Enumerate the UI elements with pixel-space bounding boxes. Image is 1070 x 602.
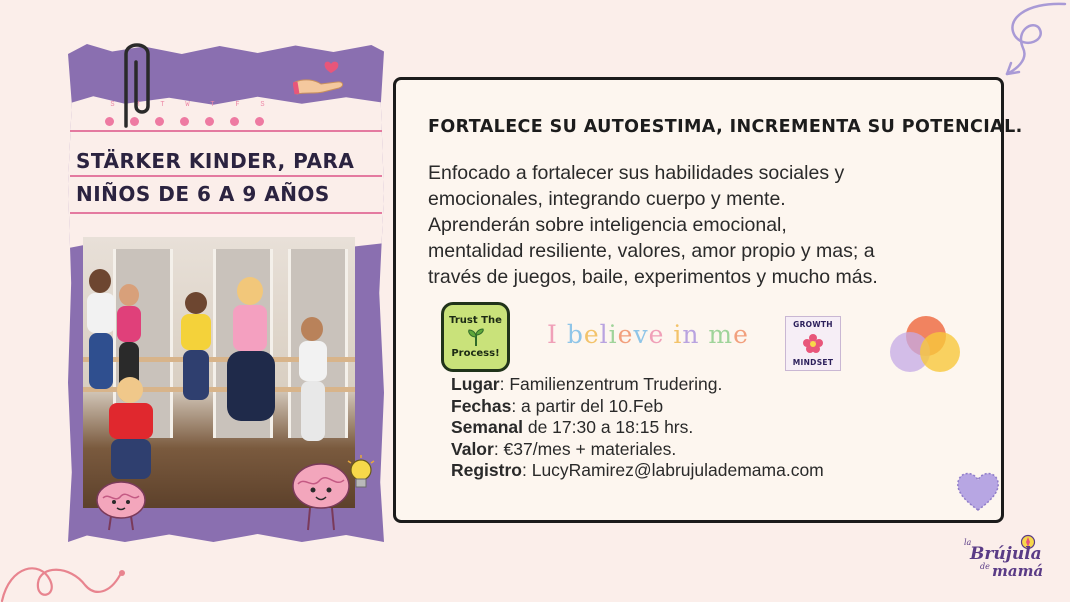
binder-hole: [180, 117, 189, 126]
logo-text: mamá: [992, 562, 1044, 580]
believe-letter: [558, 320, 567, 349]
i-believe-in-me-sticker: [547, 320, 749, 349]
child-figure: [175, 292, 215, 412]
detail-row: [451, 396, 824, 418]
swirl-arrow-decoration: [985, 0, 1070, 80]
weekday-letter: S: [110, 101, 115, 109]
believe-letter: b: [566, 320, 584, 349]
trust-the-process-sticker: [441, 302, 510, 372]
venn-circles-icon: [890, 316, 960, 376]
detail-row: [451, 439, 824, 461]
believe-letter: [664, 320, 673, 349]
detail-value: : a partir del 10.Feb: [511, 395, 664, 416]
believe-letter: v: [633, 320, 649, 349]
headline: FORTALECE SU AUTOESTIMA, INCREMENTA SU POTENCIAL.: [428, 117, 1023, 137]
believe-letter: e: [648, 320, 665, 349]
believe-letter: l: [599, 320, 609, 349]
program-title: [76, 145, 376, 211]
growth-mindset-sticker: [785, 316, 841, 371]
logo-text: de: [980, 562, 990, 571]
brain-mascot-icon: [290, 460, 352, 532]
detail-value: de 17:30 a 18:15 hrs.: [522, 417, 694, 437]
weekday-letter: T: [160, 101, 165, 109]
sticker-text: Process!: [451, 348, 500, 359]
believe-letter: e: [617, 320, 634, 349]
detail-row: [451, 417, 824, 439]
believe-letter: n: [682, 320, 700, 349]
sticker-text: GROWTH: [793, 320, 833, 329]
weekday-letter: M: [135, 101, 140, 109]
believe-letter: m: [708, 320, 734, 349]
believe-letter: e: [733, 320, 749, 349]
believe-letter: e: [583, 320, 600, 349]
flower-icon: [802, 333, 824, 355]
detail-value: : Familienzentrum Trudering.: [499, 374, 723, 394]
binder-hole: [205, 117, 214, 126]
swirl-decoration: [0, 535, 130, 602]
lightbulb-icon: [346, 455, 376, 495]
program-title-line: STÄRKER KINDER, PARA: [76, 149, 355, 173]
believe-letter: i: [608, 320, 618, 349]
detail-label: Registro: [451, 460, 522, 480]
heart-icon: [955, 470, 1001, 512]
detail-label: Valor: [451, 438, 494, 459]
detail-row: [451, 460, 824, 482]
logo-text: la: [964, 538, 972, 547]
weekday-letter: S: [260, 101, 265, 109]
detail-row: [451, 374, 824, 396]
weekday-letter: F: [235, 101, 240, 109]
sticker-text: MINDSET: [792, 358, 834, 367]
child-figure: [223, 277, 283, 447]
weekday-letter: W: [185, 101, 190, 109]
description-line: emocionales, integrando cuerpo y mente.: [428, 188, 786, 210]
child-figure: [293, 317, 333, 457]
paperclip-icon: [112, 36, 158, 132]
description-line: mentalidad resiliente, valores, amor propio y mas; a: [428, 240, 875, 262]
sprout-icon: [465, 326, 487, 348]
hand-heart-icon: [293, 58, 353, 100]
detail-label: Fechas: [451, 395, 512, 416]
detail-label: Lugar: [451, 374, 500, 394]
description-line: Enfocado a fortalecer sus habilidades sociales y: [428, 162, 845, 184]
description: [428, 160, 988, 290]
detail-value: : LucyRamirez@labrujulademama.com: [521, 460, 824, 480]
program-title-line: NIÑOS DE 6 A 9 AÑOS: [76, 182, 330, 206]
logo-text: Brújula: [970, 544, 1042, 564]
believe-letter: I: [547, 320, 558, 349]
sticker-text: Trust The: [449, 315, 502, 326]
detail-label: Semanal: [451, 417, 523, 437]
detail-value: : €37/mes + materiales.: [493, 438, 677, 459]
event-details: [451, 374, 824, 482]
brujula-de-mama-logo: [960, 530, 1044, 586]
believe-letter: i: [673, 320, 683, 349]
brain-mascot-icon: [93, 478, 149, 532]
weekday-letter: T: [210, 101, 215, 109]
description-line: través de juegos, baile, experimentos y mucho más.: [428, 266, 878, 288]
binder-hole: [230, 117, 239, 126]
binder-hole: [255, 117, 264, 126]
ruled-line: [70, 212, 382, 214]
description-line: Aprenderán sobre inteligencia emocional,: [428, 214, 787, 236]
